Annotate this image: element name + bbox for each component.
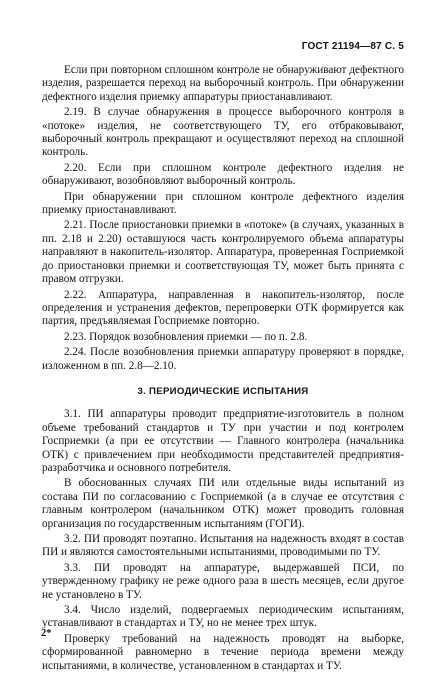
page-header: ГОСТ 21194—87 С. 5 bbox=[301, 41, 404, 52]
paragraph-2-20: 2.20. Если при сплошном контроле дефектного изделия не обнаруживают, возобновляют выборочный контроль. bbox=[42, 161, 404, 188]
paragraph-2-22: 2.22. Аппаратура, направленная в накопитель-изолятор, после определения и устранения дефектов, перепроверки ОТК формируется как партия, предъявляемая Госприемке повторно. bbox=[42, 288, 404, 328]
paragraph-3-1: 3.1. ПИ аппаратуры проводит предприятие-изготовитель в полном объеме требований стандартов и ТУ при участии и под контролем Госприемки (а при ее отсутствии — Главного контролера (начальника ОТК) с привлечением при необходимости представителей предприятия-разработчика и основного потребителя. bbox=[42, 408, 404, 474]
page-signature-mark: 2* bbox=[41, 628, 52, 639]
paragraph: Если при повторном сплошном контроле не обнаруживают дефектного изделия, разрешается переход на выборочный контроль. При обнаружении дефектного изделия приемку аппаратуры приостанавливают. bbox=[42, 64, 404, 103]
paragraph: При обнаружении при сплошном контроле дефектного изделия приемку приостанавливают. bbox=[42, 190, 404, 217]
paragraph-2-19: 2.19. В случае обнаружения в процессе выборочного контроля в «потоке» изделия, не соответствующего ТУ, его отбраковывают, выборочный контроль прекращают и осуществляют переход на сплошной контроль. bbox=[42, 106, 404, 159]
paragraph-3-2: 3.2. ПИ проводят поэтапно. Испытания на надежность входят в состав ПИ и являются самостоятельными испытаниями, проводимыми по ТУ. bbox=[42, 533, 404, 559]
document-body bbox=[42, 64, 404, 675]
paragraph-3-3: 3.3. ПИ проводят на аппаратуре, выдержавшей ПСИ, по утвержденному графику не реже одного раза в шесть месяцев, если другое не установлено в ТУ. bbox=[42, 561, 404, 601]
paragraph-2-23: 2.23. Порядок возобновления приемки — по п. 2.8. bbox=[64, 330, 308, 343]
paragraph-3-4: 3.4. Число изделий, подвергаемых периодическим испытаниям, устанавливают в стандартах и ТУ, но не менее трех штук. bbox=[42, 604, 404, 630]
section-title: 3. ПЕРИОДИЧЕСКИЕ ИСПЫТАНИЯ bbox=[137, 385, 309, 397]
paragraph-2-24: 2.24. После возобновления приемки аппаратуру проверяют в порядке, изложенном в пп. 2.8—2.10. bbox=[42, 346, 404, 372]
paragraph: В обоснованных случаях ПИ или отдельные виды испытаний из состава ПИ по согласованию с Госприемкой (а в случае ее отсутствия с главным контролером (начальником ОТК) может проводить головная организация по государственным испытаниям (ГОГИ). bbox=[42, 477, 404, 530]
paragraph-2-21: 2.21. После приостановки приемки в «потоке» (в случаях, указанных в пп. 2.18 и 2.20) оставшуюся часть контролируемого объема аппаратуры направляют в накопитель-изолятор. Аппаратура, проверенная Госприемкой до приостановки приемки и соответствующая ТУ, может быть принята с правом отгрузки. bbox=[42, 219, 404, 286]
paragraph: Проверку требований на надежность проводят на выборке, сформированной равномерно в течение периода времени между испытаниями, в количестве, установленном в стандартах и ТУ. bbox=[42, 632, 404, 672]
